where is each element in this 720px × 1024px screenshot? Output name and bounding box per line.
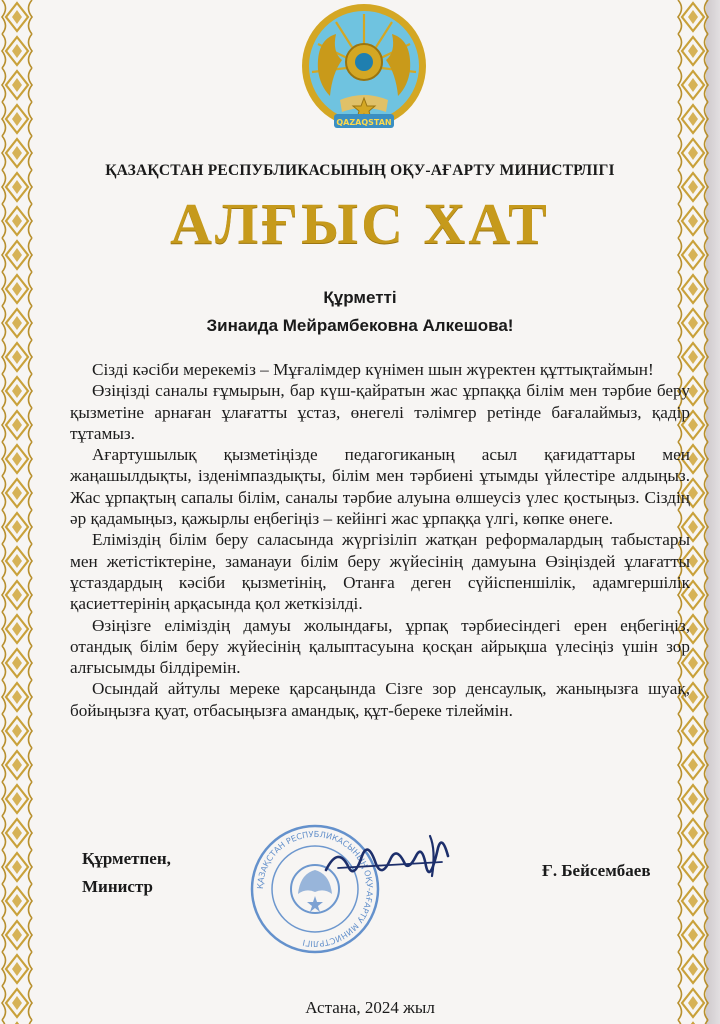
svg-text:QAZAQSTAN: QAZAQSTAN [336,118,392,127]
recipient-name: Зинаида Мейрамбековна Алкешова! [206,316,514,335]
paragraph: Өзіңізге еліміздің дамуы жолындағы, ұрпақ тәрбиесіндегі ерен еңбегіңіз, отандық білім беру жүйесінің қалыптасуына қосқан айрықша үлесіңіз үшін зор алғысымды білдіремін. [70,615,690,678]
paragraph: Еліміздің білім беру саласында жүргізіліп жатқан реформалардың табыстары мен жетістіктеріне, заманауи білім беру жүйесінің дамуына Өзіңіздей ұлағатты ұстаздардың кәсіби қызметінің, Отанға деген сүйіспеншілік, адамгершілік қасиеттерінің арқасында қол жеткізілді. [70,530,690,614]
closing-phrase: Құрметпен, [82,849,171,868]
paragraph: Ағартушылық қызметіңізде педагогиканың асыл қағидаттары мен жаңашылдықты, ізденімпаздықты, білім мен тәрбиені ұтымды үйлестіре алдыңыз. Жас ұрпақтың сапалы білім, саналы тәрбие алуына өлшеусіз үлес қостыңыз. Сіздің әр қадамыңыз, қажырлы еңбегіңіз – кейінгі жас ұрпаққа үлгі, көпке өнеге. [70,445,690,529]
paragraph: Сізді кәсіби мерекеміз – Мұғалімдер күнімен шын жүректен құттықтаймын! [92,360,654,379]
kazakhstan-state-emblem-icon [296,0,432,136]
document-title: АЛҒЫС ХАТ [170,191,550,256]
place-and-date: Астана, 2024 жыл [305,998,435,1017]
handwritten-signature-icon [318,826,458,890]
salutation-greeting: Құрметті [323,288,397,307]
signer-position: Министр [82,877,153,896]
paragraph: Өзіңізді саналы ғұмырын, бар күш-қайратын жас ұрпаққа білім мен тәрбие беру қызметіне арнаған ұлағатты ұстаз, өнегелі тәлімгер ретінде бағалаймыз, қадір тұтамыз. [70,381,690,443]
svg-text:ҚАЗАҚСТАН РЕСПУБЛИКАСЫНЫҢ ОҚУ-: ҚАЗАҚСТАН РЕСПУБЛИКАСЫНЫҢ ОҚУ-АҒАРТУ МИНИСТРЛІГІ [254,828,376,950]
ministry-name: ҚАЗАҚСТАН РЕСПУБЛИКАСЫНЫҢ ОҚУ-АҒАРТУ МИНИСТРЛІГІ [105,162,615,179]
signer-name: Ғ. Бейсембаев [542,861,651,880]
letter-body [70,359,690,721]
paragraph: Осындай айтулы мереке қарсаңында Сізге зор денсаулық, жаныңызға шуақ, бойыңызға қуат, отбасыңызға амандық, құт-береке тілеймін. [70,679,690,720]
closing-block [82,845,171,901]
ornamental-border-icon [0,0,34,1024]
salutation [60,284,660,340]
